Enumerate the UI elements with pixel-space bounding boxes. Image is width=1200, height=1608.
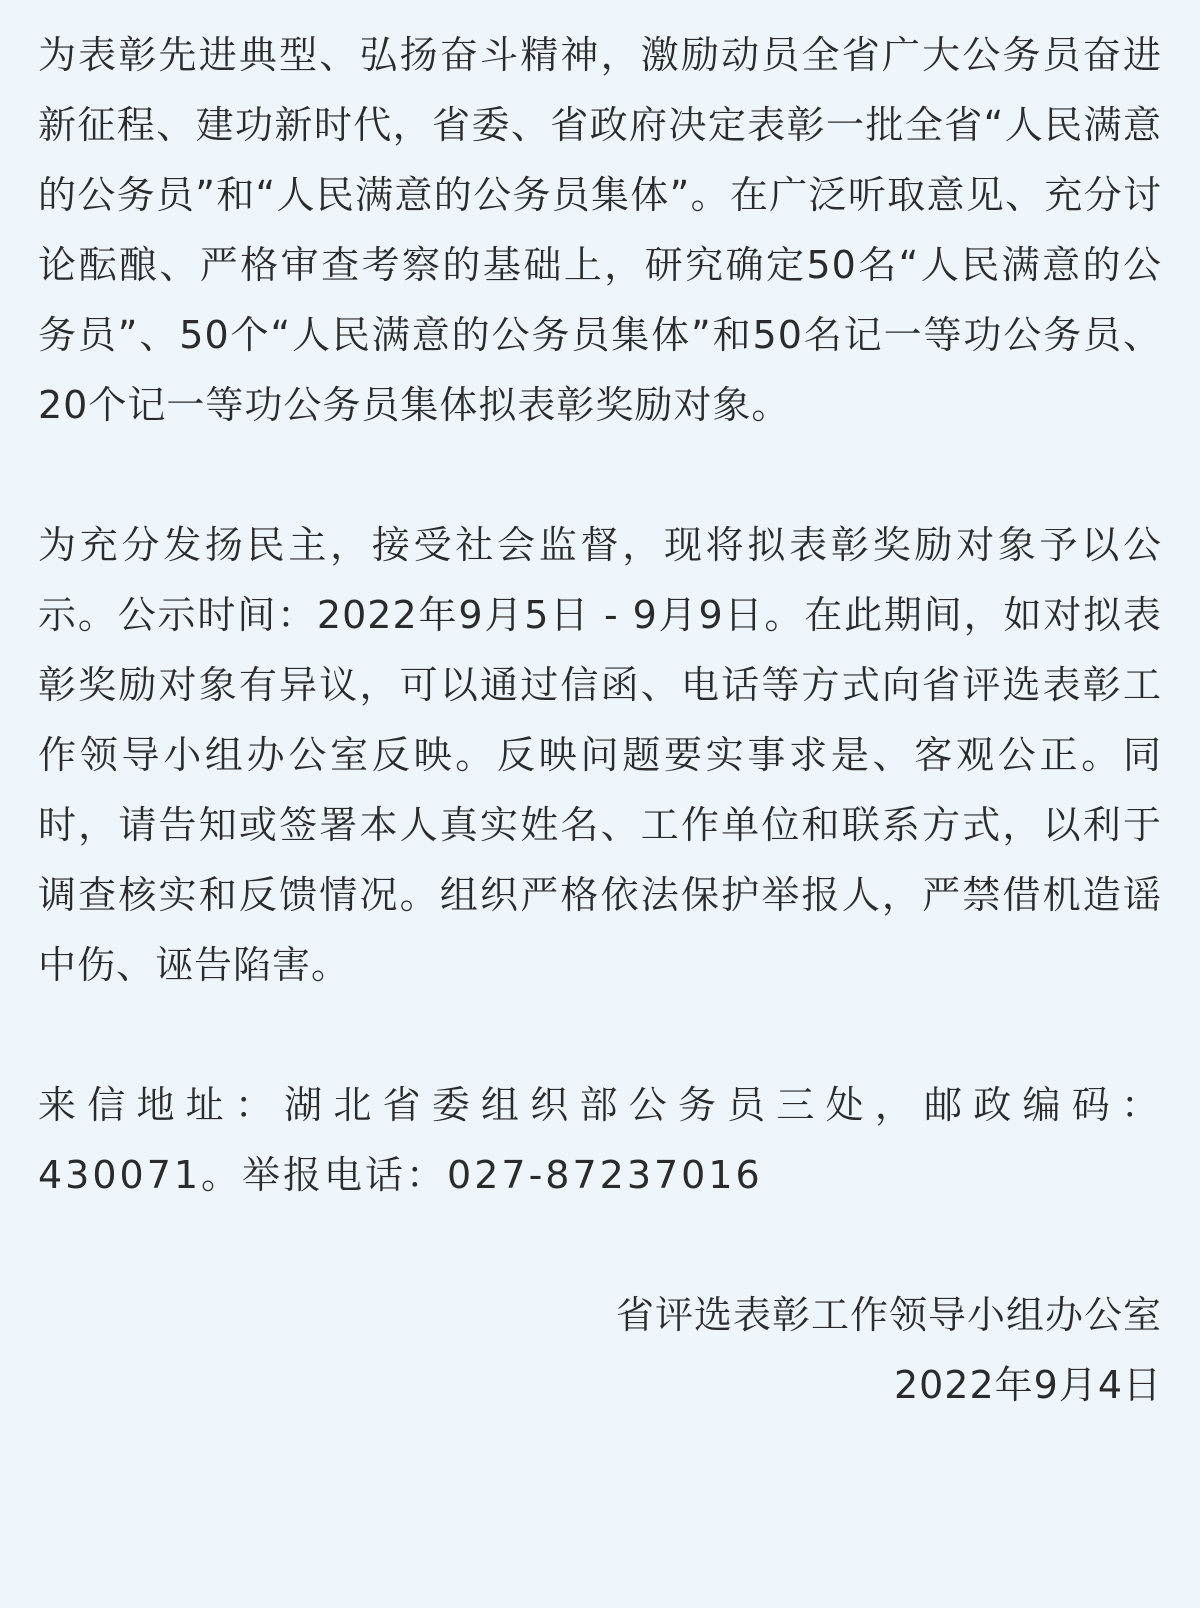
issuer-signature: 省评选表彰工作领导小组办公室: [615, 1293, 1162, 1337]
paragraph-announcement: 为表彰先进典型、弘扬奋斗精神，激励动员全省广大公务员奋进新征程、建功新时代，省委、省政府决定表彰一批全省“人民满意的公务员”和“人民满意的公务员集体”。在广泛听取意见、充分讨论酝酿、严格审查考察的基础上，研究确定50名“人民满意的公务员”、50个“人民满意的公务员集体”和50名记一等功公务员、20个记一等功公务员集体拟表彰奖励对象。: [38, 33, 1162, 427]
issue-date: 2022年9月4日: [893, 1363, 1162, 1407]
paragraph-contact-info: 来信地址：湖北省委组织部公务员三处，邮政编码：430071。举报电话：027-87237016: [38, 1083, 1162, 1197]
paragraph-public-notice: 为充分发扬民主，接受社会监督，现将拟表彰奖励对象予以公示。公示时间：2022年9月5日 - 9月9日。在此期间，如对拟表彰奖励对象有异议，可以通过信函、电话等方式向省评选表彰工作领导小组办公室反映。反映问题要实事求是、客观公正。同时，请告知或签署本人真实姓名、工作单位和联系方式，以利于调查核实和反馈情况。组织严格依法保护举报人，严禁借机造谣中伤、诬告陷害。: [38, 523, 1162, 987]
